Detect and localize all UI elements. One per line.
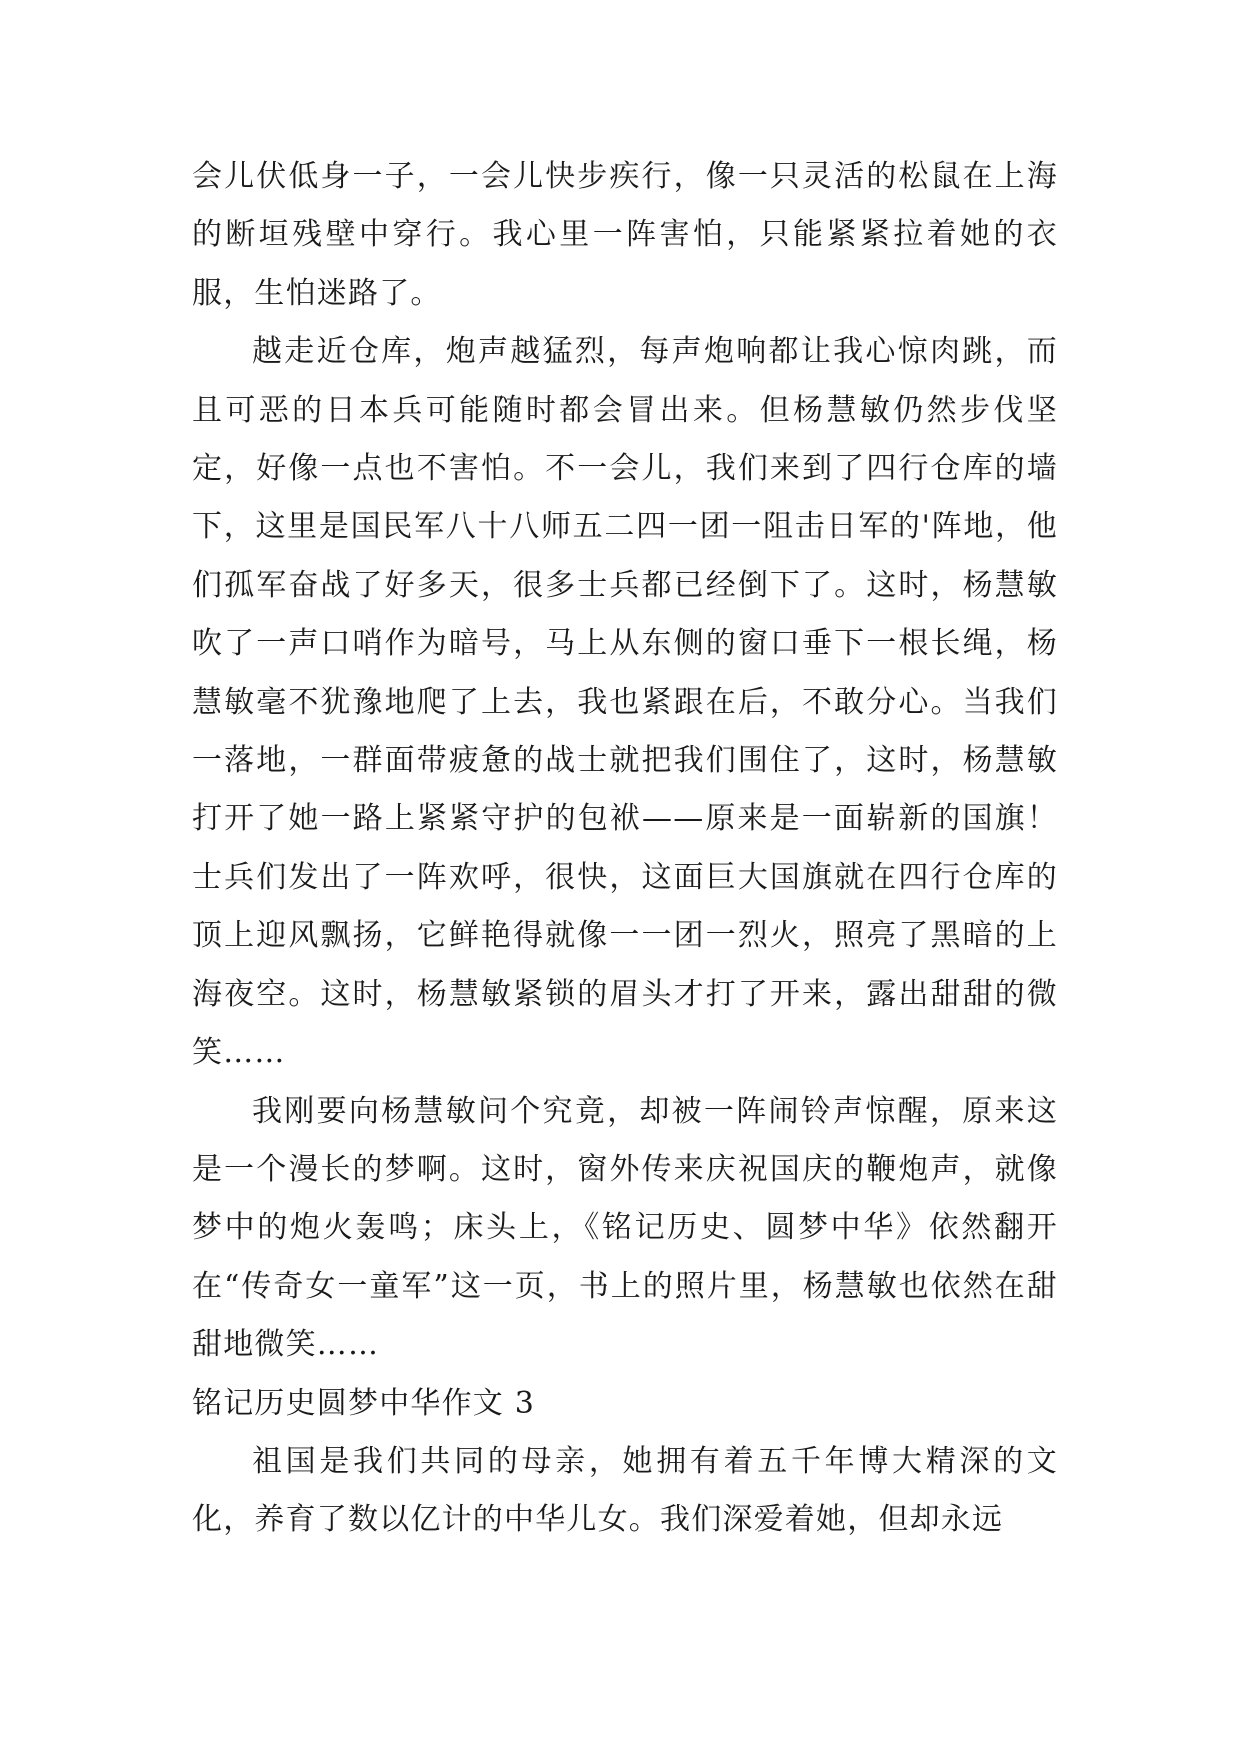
paragraph-2: 越走近仓库，炮声越猛烈，每声炮响都让我心惊肉跳，而且可恶的日本兵可能随时都会冒出来。但杨慧敏仍然步伐坚定，好像一点也不害怕。不一会儿，我们来到了四行仓库的墙下，这里是国民军八十八师五二四一团一阻击日军的'阵地，他们孤军奋战了好多天，很多士兵都已经倒下了。这时，杨慧敏吹了一声口哨作为暗号，马上从东侧的窗口垂下一根长绳，杨慧敏毫不犹豫地爬了上去，我也紧跟在后，不敢分心。当我们一落地，一群面带疲惫的战士就把我们围住了，这时，杨慧敏打开了她一路上紧紧守护的包袱——原来是一面崭新的国旗！士兵们发出了一阵欢呼，很快，这面巨大国旗就在四行仓库的顶上迎风飘扬，它鲜艳得就像一一团一烈火，照亮了黑暗的上海夜空。这时，杨慧敏紧锁的眉头才打了开来，露出甜甜的微笑…… <box>192 334 1058 1071</box>
paragraph-3: 我刚要向杨慧敏问个究竟，却被一阵闹铃声惊醒，原来这是一个漫长的梦啊。这时，窗外传来庆祝国庆的鞭炮声，就像梦中的炮火轰鸣；床头上，《铭记历史、圆梦中华》依然翻开在“传奇女一童军”这一页，书上的照片里，杨慧敏也依然在甜甜地微笑…… <box>192 1093 1058 1363</box>
document-page <box>192 148 1058 1550</box>
paragraph-1: 会儿伏低身一子，一会儿快步疾行，像一只灵活的松鼠在上海的断垣残壁中穿行。我心里一阵害怕，只能紧紧拉着她的衣服，生怕迷路了。 <box>192 159 1058 311</box>
paragraph-4: 祖国是我们共同的母亲，她拥有着五千年博大精深的文化，养育了数以亿计的中华儿女。我们深爱着她，但却永远 <box>192 1443 1058 1538</box>
section-heading: 铭记历史圆梦中华作文 3 <box>192 1385 536 1421</box>
